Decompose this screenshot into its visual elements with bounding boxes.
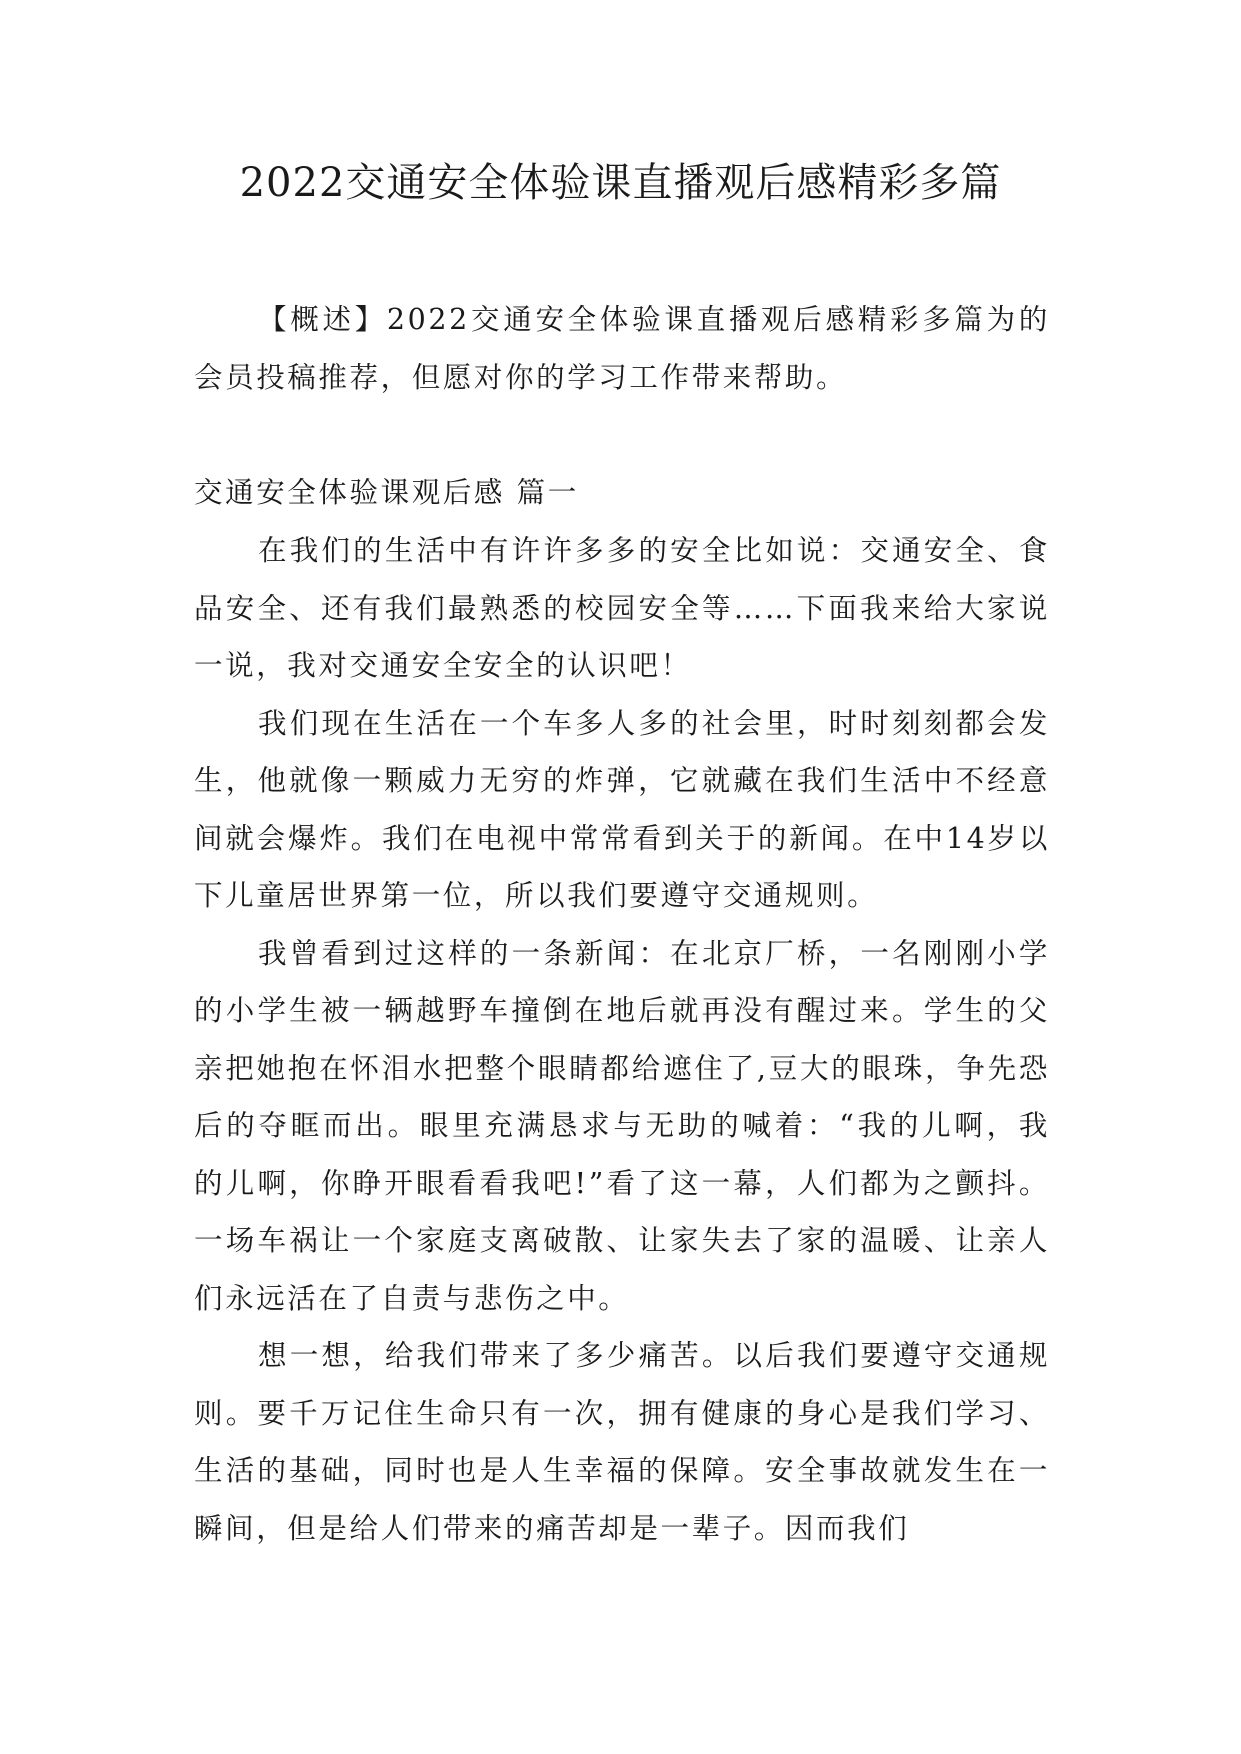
article-paragraph: 想一想，给我们带来了多少痛苦。以后我们要遵守交通规则。要千万记住生命只有一次，拥有健康的身心是我们学习、生活的基础，同时也是人生幸福的保障。安全事故就发生在一瞬间，但是给人们带来的痛苦却是一辈子。因而我们 bbox=[194, 1339, 1050, 1545]
article-paragraph: 我曾看到过这样的一条新闻：在北京厂桥，一名刚刚小学的小学生被一辆越野车撞倒在地后就再没有醒过来。学生的父亲把她抱在怀泪水把整个眼睛都给遮住了,豆大的眼珠，争先恐后的夺眶而出。眼里充满恳求与无助的喊着：“我的儿啊，我的儿啊，你睁开眼看看我吧!”看了这一幕，人们都为之颤抖。一场车祸让一个家庭支离破散、让家失去了家的温暖、让亲人们永远活在了自责与悲伤之中。 bbox=[194, 936, 1050, 1315]
section-heading: 交通安全体验课观后感 篇一 bbox=[194, 476, 579, 509]
article-paragraph: 我们现在生活在一个车多人多的社会里，时时刻刻都会发生，他就像一颗威力无穷的炸弹，它就藏在我们生活中不经意间就会爆炸。我们在电视中常常看到关于的新闻。在中14岁以下儿童居世界第一位，所以我们要遵守交通规则。 bbox=[194, 706, 1050, 912]
article-body bbox=[194, 522, 1050, 1557]
summary-paragraph: 【概述】2022交通安全体验课直播观后感精彩多篇为的会员投稿推荐，但愿对你的学习工作带来帮助。 bbox=[194, 303, 1050, 394]
document-title: 2022交通安全体验课直播观后感精彩多篇 bbox=[239, 160, 1002, 206]
article-paragraph: 在我们的生活中有许许多多的安全比如说：交通安全、食品安全、还有我们最熟悉的校园安全等……下面我来给大家说一说，我对交通安全安全的认识吧！ bbox=[194, 534, 1050, 682]
